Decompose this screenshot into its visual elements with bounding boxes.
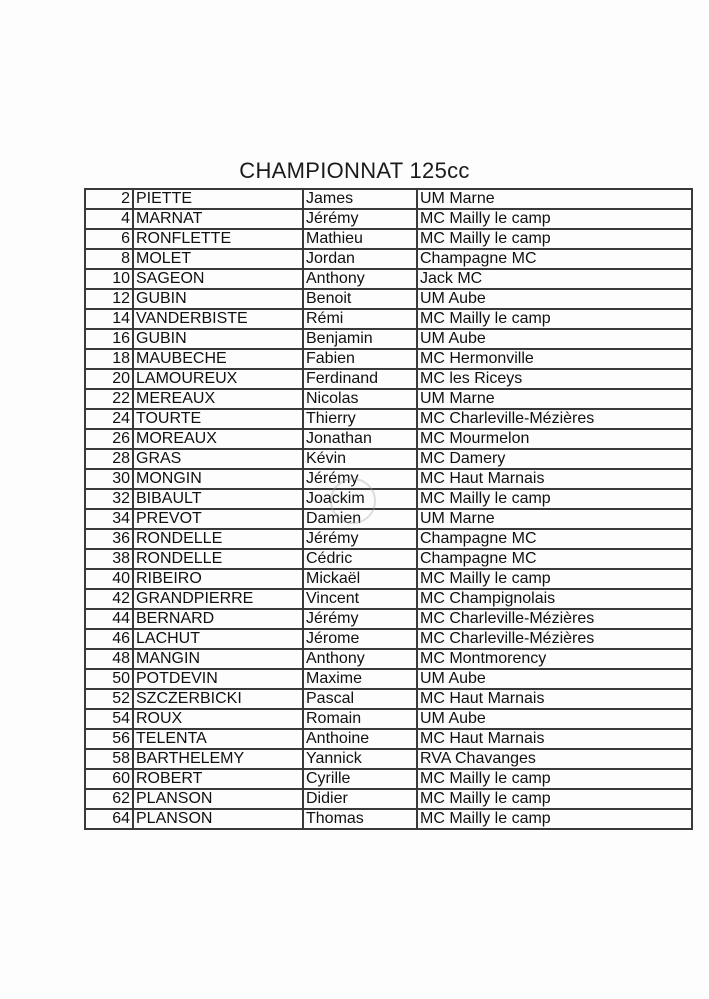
first-name-cell: Mathieu: [303, 229, 417, 249]
last-name-cell: PIETTE: [133, 189, 303, 209]
club-cell: MC Champignolais: [417, 589, 692, 609]
club-cell: MC Damery: [417, 449, 692, 469]
first-name-cell: Joackim: [303, 489, 417, 509]
rider-number-cell: 4: [85, 209, 133, 229]
last-name-cell: PLANSON: [133, 809, 303, 829]
last-name-cell: MANGIN: [133, 649, 303, 669]
rider-number-cell: 6: [85, 229, 133, 249]
club-cell: MC Mailly le camp: [417, 809, 692, 829]
last-name-cell: ROBERT: [133, 769, 303, 789]
first-name-cell: Yannick: [303, 749, 417, 769]
last-name-cell: GRAS: [133, 449, 303, 469]
club-cell: MC Mailly le camp: [417, 489, 692, 509]
first-name-cell: Kévin: [303, 449, 417, 469]
club-cell: UM Aube: [417, 669, 692, 689]
table-row: [85, 709, 692, 729]
last-name-cell: BARTHELEMY: [133, 749, 303, 769]
table-row: [85, 269, 692, 289]
rider-number-cell: 18: [85, 349, 133, 369]
results-table-body: [85, 189, 692, 829]
rider-number-cell: 10: [85, 269, 133, 289]
club-cell: RVA Chavanges: [417, 749, 692, 769]
club-cell: MC Mourmelon: [417, 429, 692, 449]
rider-number-cell: 16: [85, 329, 133, 349]
last-name-cell: RONDELLE: [133, 529, 303, 549]
table-row: [85, 669, 692, 689]
club-cell: Champagne MC: [417, 549, 692, 569]
club-cell: MC Mailly le camp: [417, 309, 692, 329]
table-row: [85, 649, 692, 669]
last-name-cell: LAMOUREUX: [133, 369, 303, 389]
rider-number-cell: 56: [85, 729, 133, 749]
table-row: [85, 489, 692, 509]
last-name-cell: PREVOT: [133, 509, 303, 529]
first-name-cell: Pascal: [303, 689, 417, 709]
first-name-cell: Jérome: [303, 629, 417, 649]
first-name-cell: Romain: [303, 709, 417, 729]
first-name-cell: Cyrille: [303, 769, 417, 789]
table-row: [85, 389, 692, 409]
table-row: [85, 409, 692, 429]
last-name-cell: LACHUT: [133, 629, 303, 649]
rider-number-cell: 48: [85, 649, 133, 669]
rider-number-cell: 52: [85, 689, 133, 709]
rider-number-cell: 54: [85, 709, 133, 729]
table-row: [85, 209, 692, 229]
results-table: [84, 188, 693, 830]
first-name-cell: Fabien: [303, 349, 417, 369]
last-name-cell: SAGEON: [133, 269, 303, 289]
rider-number-cell: 20: [85, 369, 133, 389]
club-cell: Jack MC: [417, 269, 692, 289]
first-name-cell: Damien: [303, 509, 417, 529]
table-row: [85, 609, 692, 629]
club-cell: MC Mailly le camp: [417, 229, 692, 249]
first-name-cell: Cédric: [303, 549, 417, 569]
rider-number-cell: 50: [85, 669, 133, 689]
club-cell: MC Hermonville: [417, 349, 692, 369]
table-row: [85, 189, 692, 209]
club-cell: MC Haut Marnais: [417, 469, 692, 489]
first-name-cell: Jérémy: [303, 469, 417, 489]
rider-number-cell: 62: [85, 789, 133, 809]
first-name-cell: Nicolas: [303, 389, 417, 409]
first-name-cell: Thomas: [303, 809, 417, 829]
club-cell: MC Mailly le camp: [417, 209, 692, 229]
last-name-cell: BIBAULT: [133, 489, 303, 509]
club-cell: MC Haut Marnais: [417, 729, 692, 749]
table-row: [85, 689, 692, 709]
page-title: CHAMPIONNAT 125cc: [239, 158, 470, 183]
rider-number-cell: 2: [85, 189, 133, 209]
table-row: [85, 749, 692, 769]
last-name-cell: RONDELLE: [133, 549, 303, 569]
first-name-cell: Jérémy: [303, 529, 417, 549]
table-row: [85, 569, 692, 589]
club-cell: UM Aube: [417, 329, 692, 349]
table-row: [85, 789, 692, 809]
last-name-cell: GRANDPIERRE: [133, 589, 303, 609]
last-name-cell: MARNAT: [133, 209, 303, 229]
table-row: [85, 729, 692, 749]
rider-number-cell: 8: [85, 249, 133, 269]
first-name-cell: Ferdinand: [303, 369, 417, 389]
first-name-cell: Jérémy: [303, 609, 417, 629]
club-cell: MC Mailly le camp: [417, 569, 692, 589]
table-row: [85, 229, 692, 249]
club-cell: UM Aube: [417, 289, 692, 309]
first-name-cell: Maxime: [303, 669, 417, 689]
rider-number-cell: 38: [85, 549, 133, 569]
rider-number-cell: 60: [85, 769, 133, 789]
last-name-cell: MOREAUX: [133, 429, 303, 449]
club-cell: MC Mailly le camp: [417, 789, 692, 809]
club-cell: MC Charleville-Mézières: [417, 609, 692, 629]
rider-number-cell: 58: [85, 749, 133, 769]
table-row: [85, 509, 692, 529]
table-row: [85, 349, 692, 369]
rider-number-cell: 12: [85, 289, 133, 309]
club-cell: Champagne MC: [417, 529, 692, 549]
table-row: [85, 469, 692, 489]
last-name-cell: TOURTE: [133, 409, 303, 429]
table-row: [85, 329, 692, 349]
club-cell: MC Charleville-Mézières: [417, 629, 692, 649]
last-name-cell: MEREAUX: [133, 389, 303, 409]
first-name-cell: Vincent: [303, 589, 417, 609]
first-name-cell: Rémi: [303, 309, 417, 329]
last-name-cell: RONFLETTE: [133, 229, 303, 249]
first-name-cell: Anthony: [303, 649, 417, 669]
first-name-cell: Anthony: [303, 269, 417, 289]
last-name-cell: SZCZERBICKI: [133, 689, 303, 709]
table-row: [85, 429, 692, 449]
club-cell: MC les Riceys: [417, 369, 692, 389]
last-name-cell: POTDEVIN: [133, 669, 303, 689]
club-cell: UM Marne: [417, 189, 692, 209]
rider-number-cell: 32: [85, 489, 133, 509]
club-cell: MC Mailly le camp: [417, 769, 692, 789]
rider-number-cell: 26: [85, 429, 133, 449]
table-row: [85, 369, 692, 389]
rider-number-cell: 30: [85, 469, 133, 489]
first-name-cell: Mickaël: [303, 569, 417, 589]
first-name-cell: Anthoine: [303, 729, 417, 749]
rider-number-cell: 22: [85, 389, 133, 409]
last-name-cell: GUBIN: [133, 289, 303, 309]
last-name-cell: TELENTA: [133, 729, 303, 749]
first-name-cell: Jérémy: [303, 209, 417, 229]
rider-number-cell: 42: [85, 589, 133, 609]
first-name-cell: Jonathan: [303, 429, 417, 449]
last-name-cell: MAUBECHE: [133, 349, 303, 369]
last-name-cell: PLANSON: [133, 789, 303, 809]
rider-number-cell: 34: [85, 509, 133, 529]
club-cell: Champagne MC: [417, 249, 692, 269]
rider-number-cell: 40: [85, 569, 133, 589]
table-row: [85, 449, 692, 469]
last-name-cell: MONGIN: [133, 469, 303, 489]
last-name-cell: GUBIN: [133, 329, 303, 349]
last-name-cell: VANDERBISTE: [133, 309, 303, 329]
club-cell: MC Charleville-Mézières: [417, 409, 692, 429]
table-row: [85, 529, 692, 549]
table-row: [85, 289, 692, 309]
last-name-cell: ROUX: [133, 709, 303, 729]
rider-number-cell: 44: [85, 609, 133, 629]
club-cell: UM Marne: [417, 389, 692, 409]
table-row: [85, 249, 692, 269]
club-cell: MC Montmorency: [417, 649, 692, 669]
last-name-cell: MOLET: [133, 249, 303, 269]
club-cell: MC Haut Marnais: [417, 689, 692, 709]
first-name-cell: James: [303, 189, 417, 209]
first-name-cell: Jordan: [303, 249, 417, 269]
table-row: [85, 309, 692, 329]
first-name-cell: Didier: [303, 789, 417, 809]
rider-number-cell: 36: [85, 529, 133, 549]
rider-number-cell: 64: [85, 809, 133, 829]
table-row: [85, 809, 692, 829]
last-name-cell: RIBEIRO: [133, 569, 303, 589]
first-name-cell: Benjamin: [303, 329, 417, 349]
club-cell: UM Marne: [417, 509, 692, 529]
rider-number-cell: 28: [85, 449, 133, 469]
table-row: [85, 769, 692, 789]
club-cell: UM Aube: [417, 709, 692, 729]
first-name-cell: Benoit: [303, 289, 417, 309]
table-row: [85, 549, 692, 569]
first-name-cell: Thierry: [303, 409, 417, 429]
rider-number-cell: 24: [85, 409, 133, 429]
last-name-cell: BERNARD: [133, 609, 303, 629]
rider-number-cell: 14: [85, 309, 133, 329]
table-row: [85, 629, 692, 649]
table-row: [85, 589, 692, 609]
rider-number-cell: 46: [85, 629, 133, 649]
